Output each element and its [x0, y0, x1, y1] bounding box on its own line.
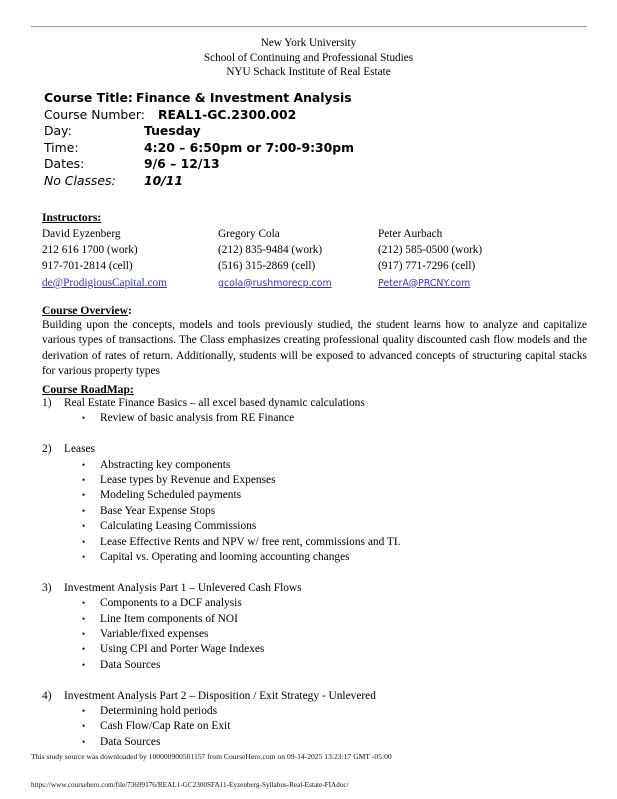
bullet-icon: • — [82, 629, 86, 640]
course-number-label: Course Number: — [44, 106, 145, 122]
roadmap-bullet — [42, 473, 587, 488]
bullet-icon: • — [82, 475, 86, 486]
roadmap-bullet — [42, 504, 587, 519]
instructors-heading — [42, 211, 101, 225]
roadmap-bullet-text: Abstracting key components — [100, 458, 231, 471]
roadmap-item-number: 1) — [42, 397, 52, 409]
bullet-icon: • — [82, 644, 86, 655]
course-noclasses-row — [44, 173, 354, 190]
roadmap-bullet — [42, 411, 587, 426]
instructors-heading-text: Instructors: — [42, 211, 102, 224]
roadmap-item-title: Investment Analysis Part 1 – Unlevered Cash Flows — [64, 581, 302, 594]
roadmap-bullet-text: Using CPI and Porter Wage Indexes — [100, 643, 265, 656]
course-details-block — [44, 90, 354, 190]
roadmap-bullet-text: Data Sources — [100, 658, 161, 671]
instructor-cell-phone: 917-701-2814 (cell) — [42, 260, 133, 273]
spacer — [42, 427, 587, 442]
instructor-cell-phones-row — [42, 258, 587, 274]
roadmap-item-number: 3) — [42, 581, 52, 594]
roadmap-bullet — [42, 612, 587, 627]
course-roadmap-heading — [42, 383, 134, 397]
roadmap-bullet-list — [42, 596, 587, 673]
roadmap-item — [42, 581, 587, 689]
footer-download-notice: This study source was downloaded by 100000900501157 from CourseHero.com on 09-14-2025 13:23:17 GMT -05:00 — [31, 752, 392, 761]
instructor-name: David Eyzenberg — [42, 228, 121, 240]
instructors-grid — [42, 226, 587, 292]
bullet-icon: • — [82, 505, 86, 516]
roadmap-bullet-list — [42, 411, 587, 426]
roadmap-bullet — [42, 704, 587, 719]
course-time-value: 4:20 – 6:50pm or 7:00-9:30pm — [144, 139, 355, 155]
roadmap-item-number: 2) — [42, 443, 52, 456]
roadmap-bullet-text: Modeling Scheduled payments — [100, 489, 242, 502]
institution-header — [0, 36, 617, 80]
course-overview-body: Building upon the concepts, models and tools previously studied, the student learns how to analyze and capitalize various types of transactions. The Class emphasizes creating professional quality discounted cash flow models and the derivation of rates of return. Additionally, students will be exposed to advanced concepts of structuring capital stacks for various property types — [42, 319, 587, 377]
course-time-label: Time: — [44, 139, 79, 155]
bullet-icon: • — [82, 552, 86, 563]
roadmap-item — [42, 442, 587, 581]
course-noclasses-label: No Classes: — [44, 172, 116, 188]
roadmap-item-title: Leases — [64, 443, 95, 456]
bullet-icon: • — [82, 659, 86, 670]
spacer — [42, 673, 587, 688]
course-number-value: REAL1-GC.2300.002 — [158, 106, 297, 122]
roadmap-bullet — [42, 550, 587, 565]
roadmap-item-number: 4) — [42, 689, 52, 702]
course-overview-heading-text: Course Overview — [42, 304, 128, 317]
instructor-work-phone: 212 616 1700 (work) — [42, 244, 138, 257]
course-noclasses-value: 10/11 — [144, 172, 184, 188]
course-overview-heading — [42, 304, 132, 318]
instructor-work-phone: (212) 835-9484 (work) — [218, 244, 323, 257]
bullet-icon: • — [82, 598, 86, 609]
bullet-icon: • — [82, 413, 86, 424]
roadmap-bullet-text: Components to a DCF analysis — [100, 597, 242, 610]
instructor-name: Peter Aurbach — [378, 228, 443, 240]
instructor-cell-phone: (917) 771-7296 (cell) — [378, 260, 476, 273]
course-number-row — [44, 107, 354, 124]
bullet-icon: • — [82, 536, 86, 547]
roadmap-bullet — [42, 458, 587, 473]
roadmap-bullet — [42, 642, 587, 657]
course-title-row — [44, 90, 354, 107]
bullet-icon: • — [82, 459, 86, 470]
roadmap-bullet-text: Line Item components of NOI — [100, 612, 238, 625]
instructor-email-link[interactable]: de@ProdigiousCapital.com — [42, 276, 167, 289]
bullet-icon: • — [82, 521, 86, 532]
course-day-row — [44, 123, 354, 140]
roadmap-bullet — [42, 488, 587, 503]
roadmap-bullet — [42, 719, 587, 734]
instructor-names-row — [42, 226, 587, 242]
instructor-work-phones-row — [42, 242, 587, 258]
roadmap-bullet-text: Review of basic analysis from RE Finance — [100, 412, 295, 425]
roadmap-bullet-text: Determining hold periods — [100, 705, 218, 718]
course-day-value: Tuesday — [144, 123, 201, 139]
roadmap-item — [42, 396, 587, 442]
instructor-email-link[interactable]: PeterA@PRCNY.com — [378, 277, 471, 289]
course-title-value: Finance & Investment Analysis — [136, 90, 352, 105]
roadmap-bullet-text: Cash Flow/Cap Rate on Exit — [100, 720, 231, 733]
header-divider — [31, 26, 587, 27]
instructor-name: Gregory Cola — [218, 228, 280, 240]
roadmap-bullet-text: Lease types by Revenue and Expenses — [100, 474, 276, 487]
roadmap-bullet — [42, 658, 587, 673]
bullet-icon: • — [82, 706, 86, 717]
course-dates-row — [44, 156, 354, 173]
roadmap-bullet-list — [42, 458, 587, 566]
institution-line-1: New York University — [260, 37, 357, 49]
roadmap-bullet-list — [42, 704, 587, 750]
spacer — [42, 565, 587, 580]
roadmap-item — [42, 689, 587, 751]
instructor-cell-phone: (516) 315-2869 (cell) — [218, 260, 316, 273]
roadmap-item-title: Real Estate Finance Basics – all excel based dynamic calculations — [64, 397, 365, 409]
roadmap-bullet-text: Variable/fixed expenses — [100, 628, 209, 641]
bullet-icon: • — [82, 736, 86, 747]
roadmap-bullet-text: Capital vs. Operating and looming accounting changes — [100, 551, 350, 564]
roadmap-bullet — [42, 535, 587, 550]
course-day-label: Day: — [44, 123, 72, 139]
bullet-icon: • — [82, 721, 86, 732]
roadmap-bullet — [42, 596, 587, 611]
roadmap-bullet — [42, 627, 587, 642]
course-roadmap-list — [42, 396, 587, 750]
institution-line-3: NYU Schack Institute of Real Estate — [226, 66, 391, 79]
roadmap-item-title: Investment Analysis Part 2 – Disposition / Exit Strategy - Unlevered — [64, 689, 376, 702]
instructor-email-link[interactable]: gcola@rushmorecp.com — [218, 277, 332, 289]
footer-source-url: https://www.coursehero.com/file/73699176/REAL1-GC2300SFA11-Eyzenberg-Syllabus-Real-Estate-FIAdoc/ — [31, 781, 349, 789]
instructor-emails-row — [42, 275, 587, 292]
course-dates-value: 9/6 – 12/13 — [144, 156, 220, 172]
course-overview-heading-colon: : — [127, 304, 132, 317]
institution-line-2: School of Continuing and Professional Studies — [203, 51, 414, 64]
course-time-row — [44, 140, 354, 157]
roadmap-bullet-text: Lease Effective Rents and NPV w/ free rent, commissions and TI. — [100, 535, 401, 548]
course-dates-label: Dates: — [44, 156, 85, 172]
instructor-work-phone: (212) 585-0500 (work) — [378, 244, 483, 257]
roadmap-bullet — [42, 735, 587, 750]
roadmap-bullet-text: Base Year Expense Stops — [100, 504, 216, 517]
course-title-label: Course Title: — [44, 90, 133, 105]
bullet-icon: • — [82, 490, 86, 501]
course-roadmap-heading-text: Course RoadMap: — [42, 383, 134, 396]
roadmap-bullet-text: Data Sources — [100, 735, 161, 748]
roadmap-bullet — [42, 519, 587, 534]
bullet-icon: • — [82, 613, 86, 624]
roadmap-bullet-text: Calculating Leasing Commissions — [100, 520, 257, 533]
